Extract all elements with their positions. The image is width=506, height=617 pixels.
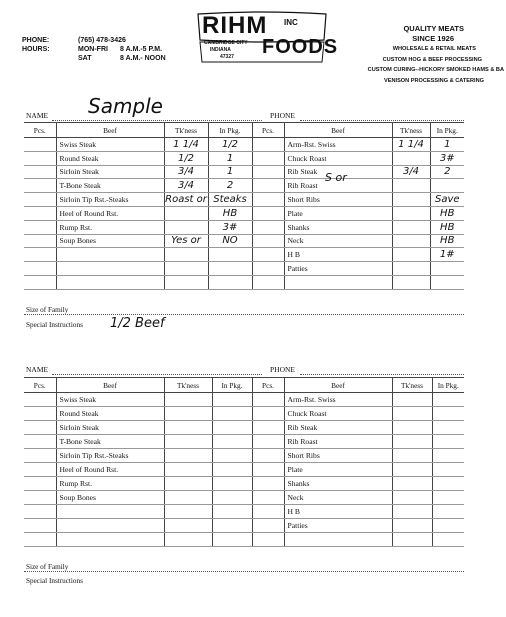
hours-days: SAT (78, 55, 92, 62)
table-row (24, 463, 464, 477)
pcs-cell (24, 248, 56, 262)
beef-item-cell: Rib Steak (284, 421, 392, 435)
in-pkg-cell (432, 505, 464, 519)
in-pkg-cell: NO (208, 234, 252, 248)
table-row (24, 421, 464, 435)
table-row (24, 505, 464, 519)
pcs-cell (252, 533, 284, 547)
in-pkg-cell (432, 463, 464, 477)
in-pkg-cell (430, 275, 464, 289)
logo-bottom-text: FOODS (262, 36, 339, 58)
pcs-cell (252, 505, 284, 519)
beef-item-cell: T-Bone Steak (56, 179, 164, 193)
thickness-cell (392, 449, 432, 463)
beef-item-cell: Patties (284, 519, 392, 533)
table-row (24, 262, 464, 276)
phone-field-label: PHONE (270, 365, 296, 374)
pcs-cell (252, 165, 284, 179)
table-row (24, 179, 464, 193)
pcs-cell (24, 491, 56, 505)
beef-item-cell: Round Steak (56, 407, 164, 421)
pcs-cell (252, 463, 284, 477)
logo-zip: 47327 (220, 54, 234, 60)
order-table-2 (24, 377, 464, 547)
pcs-cell (24, 220, 56, 234)
col-pcs: Pcs. (24, 378, 56, 393)
pcs-cell (252, 179, 284, 193)
in-pkg-cell (212, 393, 252, 407)
thickness-cell (164, 449, 212, 463)
in-pkg-cell (208, 275, 252, 289)
table-row (24, 234, 464, 248)
beef-item-cell: Chuck Roast (284, 407, 392, 421)
thickness-cell (392, 519, 432, 533)
thickness-cell (392, 491, 432, 505)
thickness-cell (392, 477, 432, 491)
pcs-cell (252, 234, 284, 248)
in-pkg-cell (212, 449, 252, 463)
beef-item-cell: Arm-Rst. Swiss (284, 138, 392, 152)
in-pkg-cell (432, 519, 464, 533)
thickness-cell (392, 262, 430, 276)
pcs-cell (24, 519, 56, 533)
thickness-cell: 1 1/4 (392, 138, 430, 152)
beef-item-cell (56, 275, 164, 289)
logo-top-text: RIHM (202, 12, 268, 39)
order-table-1 (24, 122, 464, 290)
beef-item-cell: T-Bone Steak (56, 435, 164, 449)
beef-item-cell (56, 519, 164, 533)
thickness-cell (392, 393, 432, 407)
in-pkg-cell (432, 477, 464, 491)
table-row (24, 393, 464, 407)
table-row (24, 477, 464, 491)
in-pkg-cell: 2 (430, 165, 464, 179)
tagline-custom: CUSTOM HOG & BEEF PROCESSING (382, 57, 482, 63)
thickness-cell: 3/4 (164, 179, 208, 193)
pcs-cell (24, 206, 56, 220)
beef-item-cell: Sirloin Tip Rst.-Steaks (56, 449, 164, 463)
table-row (24, 151, 464, 165)
thickness-cell (392, 421, 432, 435)
in-pkg-cell (212, 463, 252, 477)
hours-time: 8 A.M.- NOON (120, 55, 166, 62)
thickness-cell (164, 248, 208, 262)
pcs-cell (252, 220, 284, 234)
table-row (24, 533, 464, 547)
col-in-pkg: In Pkg. (430, 123, 464, 138)
pcs-cell (24, 449, 56, 463)
col-in-pkg: In Pkg. (432, 378, 464, 393)
beef-item-cell: Heel of Round Rst. (56, 463, 164, 477)
thickness-cell: Yes or (164, 234, 208, 248)
pcs-cell (24, 393, 56, 407)
thickness-cell (164, 262, 208, 276)
table-row (24, 491, 464, 505)
special-instructions-label: Special Instructions (26, 321, 83, 329)
phone-value: (765) 478-3426 (78, 37, 126, 44)
name-label: NAME (26, 365, 49, 374)
thickness-cell (392, 533, 432, 547)
col-in-pkg: In Pkg. (208, 123, 252, 138)
in-pkg-cell: HB (208, 206, 252, 220)
table-body-1 (24, 138, 464, 290)
table-row (24, 220, 464, 234)
thickness-cell (164, 477, 212, 491)
pcs-cell (24, 179, 56, 193)
beef-item-cell (56, 505, 164, 519)
in-pkg-cell (212, 477, 252, 491)
beef-item-cell: Arm-Rst. Swiss (284, 393, 392, 407)
thickness-cell (164, 220, 208, 234)
thickness-cell (164, 421, 212, 435)
logo-city: CAMBRIDGE CITY (204, 40, 248, 46)
beef-item-cell: Heel of Round Rst. (56, 206, 164, 220)
beef-item-cell: Swiss Steak (56, 393, 164, 407)
pcs-cell (24, 234, 56, 248)
tagline-venison: VENISON PROCESSING & CATERING (384, 78, 484, 84)
beef-item-cell: Round Steak (56, 151, 164, 165)
phone-line (300, 374, 464, 375)
pcs-cell (24, 533, 56, 547)
in-pkg-cell (430, 262, 464, 276)
thickness-cell (164, 505, 212, 519)
pcs-cell (252, 151, 284, 165)
thickness-cell (164, 463, 212, 477)
in-pkg-cell: Save (430, 193, 464, 207)
in-pkg-cell: HB (430, 206, 464, 220)
table-row (24, 193, 464, 207)
thickness-cell (392, 275, 430, 289)
col-thickness: Tk'ness (164, 378, 212, 393)
hours-days: MON-FRI (78, 46, 108, 53)
thickness-cell: 3/4 (164, 165, 208, 179)
tagline-wholesale: WHOLESALE & RETAIL MEATS (392, 46, 476, 52)
thickness-cell (164, 393, 212, 407)
table-row (24, 519, 464, 533)
beef-item-cell (56, 248, 164, 262)
col-beef: Beef (56, 378, 164, 393)
in-pkg-cell: 3# (208, 220, 252, 234)
pcs-cell (252, 407, 284, 421)
thickness-cell (392, 407, 432, 421)
pcs-cell (24, 165, 56, 179)
in-pkg-cell (212, 533, 252, 547)
beef-item-cell (56, 262, 164, 276)
beef-item-cell: Sirloin Tip Rst.-Steaks (56, 193, 164, 207)
size-of-family-label: Size of Family (26, 563, 69, 571)
pcs-cell (24, 407, 56, 421)
pcs-cell (252, 206, 284, 220)
col-beef: Beef (284, 123, 392, 138)
pcs-cell (252, 393, 284, 407)
beef-item-cell: Neck (284, 491, 392, 505)
pcs-cell (252, 275, 284, 289)
name-line (52, 120, 262, 121)
beef-item-cell: H B (284, 248, 392, 262)
thickness-cell: 1/2 (164, 151, 208, 165)
thickness-cell (392, 193, 430, 207)
pcs-cell (252, 449, 284, 463)
col-thickness: Tk'ness (164, 123, 208, 138)
size-line (24, 314, 464, 315)
tagline-since: SINCE 1926 (412, 34, 454, 43)
in-pkg-cell: 1 (208, 151, 252, 165)
beef-item-cell (284, 275, 392, 289)
in-pkg-cell (212, 491, 252, 505)
thickness-cell (392, 463, 432, 477)
col-pcs: Pcs. (252, 123, 284, 138)
in-pkg-cell (212, 505, 252, 519)
in-pkg-cell (432, 421, 464, 435)
pcs-cell (24, 138, 56, 152)
pcs-cell (252, 477, 284, 491)
thickness-cell (392, 220, 430, 234)
pcs-cell (252, 248, 284, 262)
beef-item-cell: Rump Rst. (56, 477, 164, 491)
beef-item-cell: Swiss Steak (56, 138, 164, 152)
beef-item-cell (284, 533, 392, 547)
thickness-cell (164, 533, 212, 547)
beef-item-cell: Rib Roast (284, 435, 392, 449)
in-pkg-cell (432, 435, 464, 449)
col-pcs: Pcs. (24, 123, 56, 138)
pcs-cell (24, 505, 56, 519)
in-pkg-cell: 1 (208, 165, 252, 179)
tagline-curing: CUSTOM CURING--HICKORY SMOKED HAMS & BA (367, 67, 504, 73)
pcs-cell (252, 193, 284, 207)
beef-item-cell: Short Ribs (284, 449, 392, 463)
rib-note: S or (325, 171, 347, 184)
pcs-cell (24, 421, 56, 435)
thickness-cell (164, 407, 212, 421)
phone-label: PHONE: (22, 37, 50, 44)
beef-item-cell: Chuck Roast (284, 151, 392, 165)
thickness-cell (392, 435, 432, 449)
beef-item-cell: Shanks (284, 220, 392, 234)
store-logo (196, 10, 339, 66)
in-pkg-cell (212, 519, 252, 533)
beef-item-cell: Soup Bones (56, 491, 164, 505)
table-body-2 (24, 393, 464, 547)
size-of-family-label: Size of Family (26, 306, 69, 314)
beef-item-cell: Plate (284, 206, 392, 220)
beef-item-cell: Shanks (284, 477, 392, 491)
col-thickness: Tk'ness (392, 123, 430, 138)
beef-item-cell: Rib Steak (284, 165, 392, 179)
in-pkg-cell (212, 407, 252, 421)
pcs-cell (24, 275, 56, 289)
beef-item-cell: Short Ribs (284, 193, 392, 207)
col-beef: Beef (284, 378, 392, 393)
table-row (24, 407, 464, 421)
col-pcs: Pcs. (252, 378, 284, 393)
in-pkg-cell (212, 421, 252, 435)
pcs-cell (252, 262, 284, 276)
size-line (24, 571, 464, 572)
logo-inc-text: INC (284, 18, 298, 27)
beef-item-cell: Sirloin Steak (56, 165, 164, 179)
in-pkg-cell (432, 533, 464, 547)
pcs-cell (24, 151, 56, 165)
pcs-cell (24, 477, 56, 491)
table-row (24, 449, 464, 463)
table-row (24, 275, 464, 289)
in-pkg-cell: 3# (430, 151, 464, 165)
col-thickness: Tk'ness (392, 378, 432, 393)
beef-item-cell: Sirloin Steak (56, 421, 164, 435)
beef-item-cell: Plate (284, 463, 392, 477)
thickness-cell (392, 248, 430, 262)
in-pkg-cell (208, 248, 252, 262)
name-label: NAME (26, 111, 49, 120)
phone-field-label: PHONE (270, 111, 296, 120)
in-pkg-cell: 2 (208, 179, 252, 193)
thickness-cell: 1 1/4 (164, 138, 208, 152)
pcs-cell (252, 435, 284, 449)
in-pkg-cell: 1 (430, 138, 464, 152)
thickness-cell (392, 179, 430, 193)
pcs-cell (24, 463, 56, 477)
thickness-cell (392, 505, 432, 519)
in-pkg-cell: 1# (430, 248, 464, 262)
table-header-row (24, 378, 464, 393)
beef-item-cell: Rib Roast (284, 179, 392, 193)
beef-item-cell: Neck (284, 234, 392, 248)
thickness-cell (164, 206, 208, 220)
beef-item-cell (56, 533, 164, 547)
hours-time: 8 A.M.-5 P.M. (120, 46, 163, 53)
tagline-quality: QUALITY MEATS (403, 24, 464, 33)
thickness-cell (164, 491, 212, 505)
in-pkg-cell (430, 179, 464, 193)
logo-state: INDIANA (210, 47, 231, 53)
in-pkg-cell: HB (430, 220, 464, 234)
pcs-cell (24, 435, 56, 449)
col-in-pkg: In Pkg. (212, 378, 252, 393)
in-pkg-cell (432, 491, 464, 505)
thickness-cell: 3/4 (392, 165, 430, 179)
in-pkg-cell: 1/2 (208, 138, 252, 152)
table-header-row (24, 123, 464, 138)
beef-item-cell: H B (284, 505, 392, 519)
pcs-cell (24, 262, 56, 276)
beef-item-cell: Rump Rst. (56, 220, 164, 234)
beef-item-cell: Soup Bones (56, 234, 164, 248)
in-pkg-cell (208, 262, 252, 276)
thickness-cell (392, 206, 430, 220)
in-pkg-cell (432, 393, 464, 407)
table-row (24, 138, 464, 152)
thickness-cell (392, 151, 430, 165)
pcs-cell (252, 421, 284, 435)
in-pkg-cell (212, 435, 252, 449)
name-value: Sample (88, 94, 163, 118)
special-instructions-label: Special Instructions (26, 577, 83, 585)
pcs-cell (24, 193, 56, 207)
col-beef: Beef (56, 123, 164, 138)
thickness-cell (164, 435, 212, 449)
thickness-cell (392, 234, 430, 248)
thickness-cell (164, 275, 208, 289)
pcs-cell (252, 519, 284, 533)
in-pkg-cell: HB (430, 234, 464, 248)
thickness-cell (164, 519, 212, 533)
phone-line (300, 120, 464, 121)
thickness-cell: Roast or (165, 194, 207, 206)
table-row (24, 165, 464, 179)
beef-item-cell: Patties (284, 262, 392, 276)
in-pkg-cell (432, 407, 464, 421)
pcs-cell (252, 138, 284, 152)
pcs-cell (252, 491, 284, 505)
special-value: 1/2 Beef (110, 316, 165, 331)
table-row (24, 206, 464, 220)
table-row (24, 435, 464, 449)
in-pkg-cell (432, 449, 464, 463)
in-pkg-cell: Steaks (208, 193, 252, 207)
name-line (52, 374, 262, 375)
table-row (24, 248, 464, 262)
hours-label: HOURS: (22, 46, 50, 53)
